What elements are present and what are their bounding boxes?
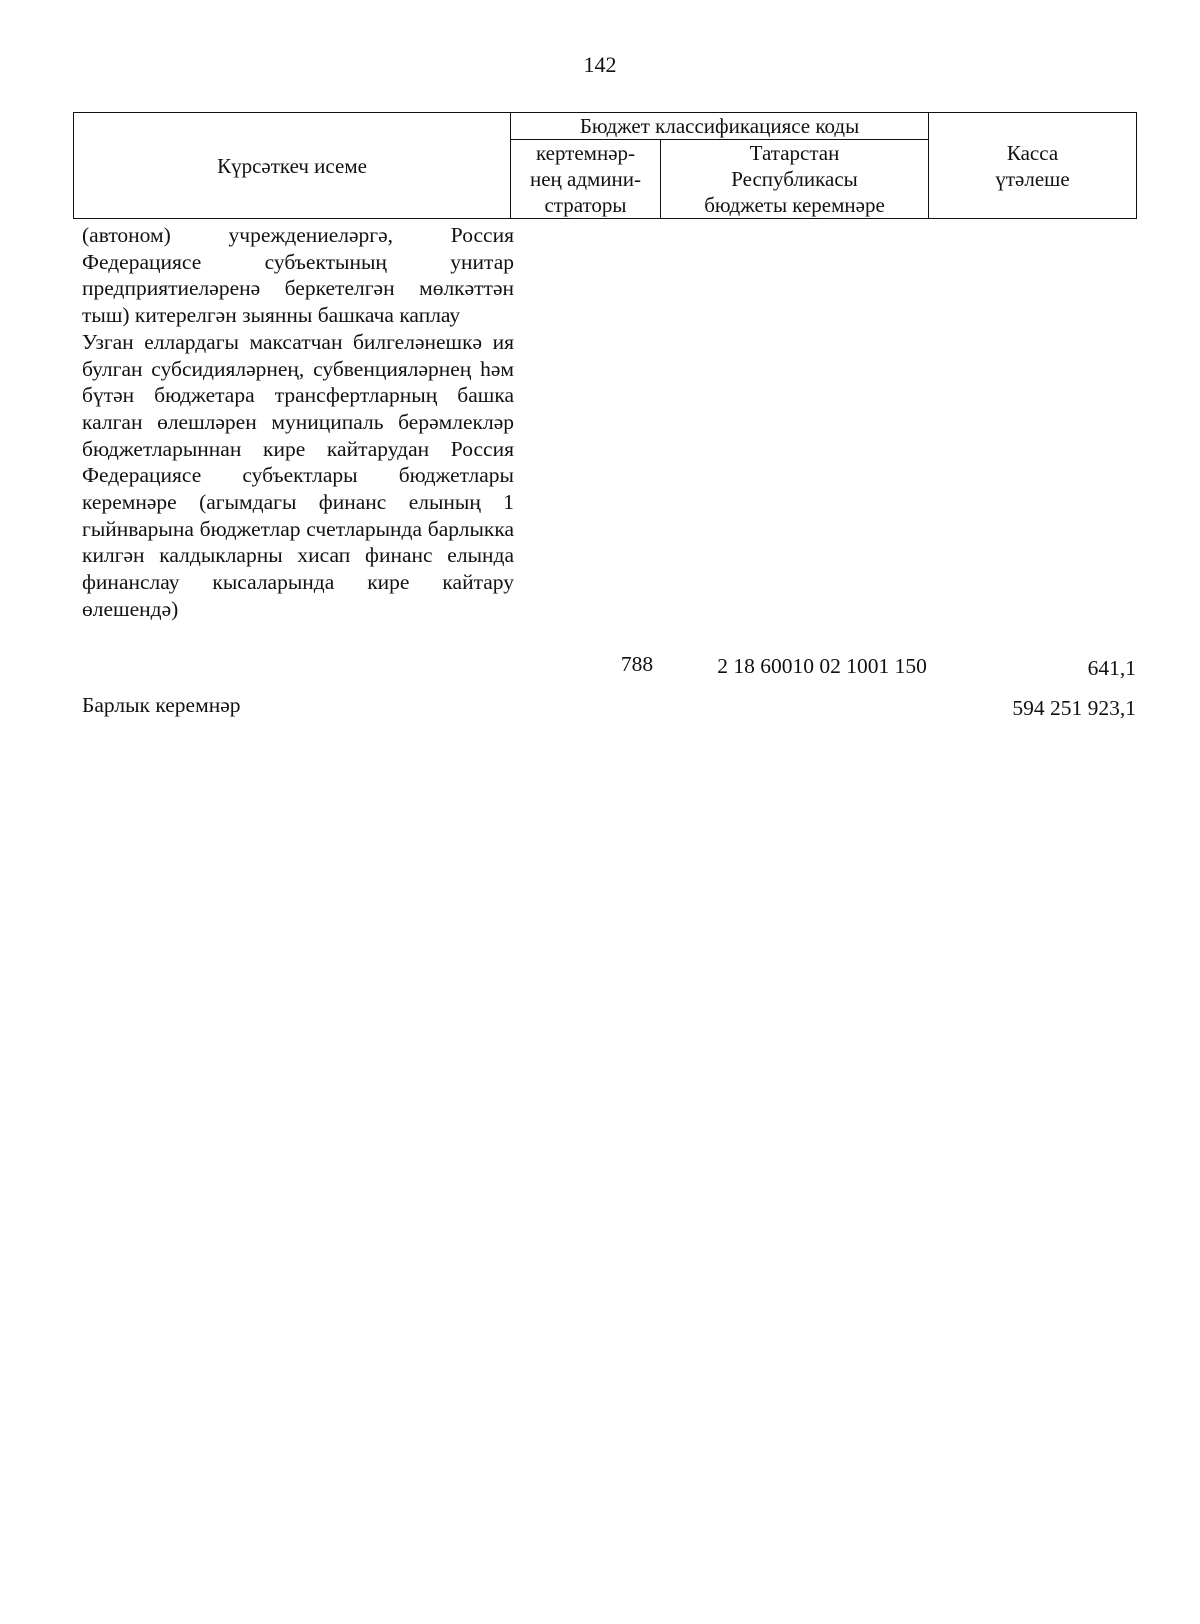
row-description-column [82, 222, 514, 623]
page-number: 142 [583, 52, 617, 77]
header-revenues-line-1: Татарстан [749, 141, 840, 165]
header-revenues-line-2: Республикасы [731, 167, 858, 191]
header-indicator-name: Күрсәткеч исеме [74, 113, 511, 219]
header-budget-classification-codes: Бюджет классификациясе коды [511, 113, 929, 140]
header-administrators [511, 140, 661, 219]
total-amount: 594 251 923,1 [1012, 696, 1136, 720]
header-admin-line-2: нең админи- [529, 167, 642, 191]
header-admin-line-1: кертемнәр- [535, 141, 636, 165]
continuation-text: (автоном) учреждениеләргә, Россия Федерациясе субъектының унитар предприятиеләренә беркетелгән мөлкәттән тыш) китерелгән зыянны башкача каплау [82, 223, 514, 328]
row-description: Узган еллардагы максатчан билгеләнешкә ия булган субсидияләрнең, субвенцияләрнең һәм бүтән бюджетара трансфертларның башка калган өлешләрен муниципаль берәмлекләр бюджетларыннан кире кайтарудан Россия Федерациясе субъектлары бюджетлары керемнәре (агымдагы финанс елының 1 гыйнварына бюджетлар счетларында барлыкка килгән калдыкларны хисап финанс елында финанслау кысаларында кире кайтару өлешендә) [82, 329, 514, 621]
total-label: Барлык керемнәр [82, 693, 241, 717]
row-amount: 641,1 [1087, 656, 1136, 680]
row-budget-code: 2 18 60010 02 1001 150 [717, 654, 927, 678]
header-cash-line-2: үтәлеше [995, 166, 1070, 191]
table-header [73, 112, 1137, 219]
table-body [82, 222, 1136, 720]
header-cash-line-1: Касса [1006, 140, 1059, 165]
header-admin-line-3: страторы [544, 193, 627, 217]
header-tatarstan-revenues [661, 140, 929, 219]
header-revenues-line-3: бюджеты керемнәре [704, 193, 885, 217]
header-cash-execution [929, 113, 1137, 219]
row-admin-code: 788 [620, 652, 654, 676]
